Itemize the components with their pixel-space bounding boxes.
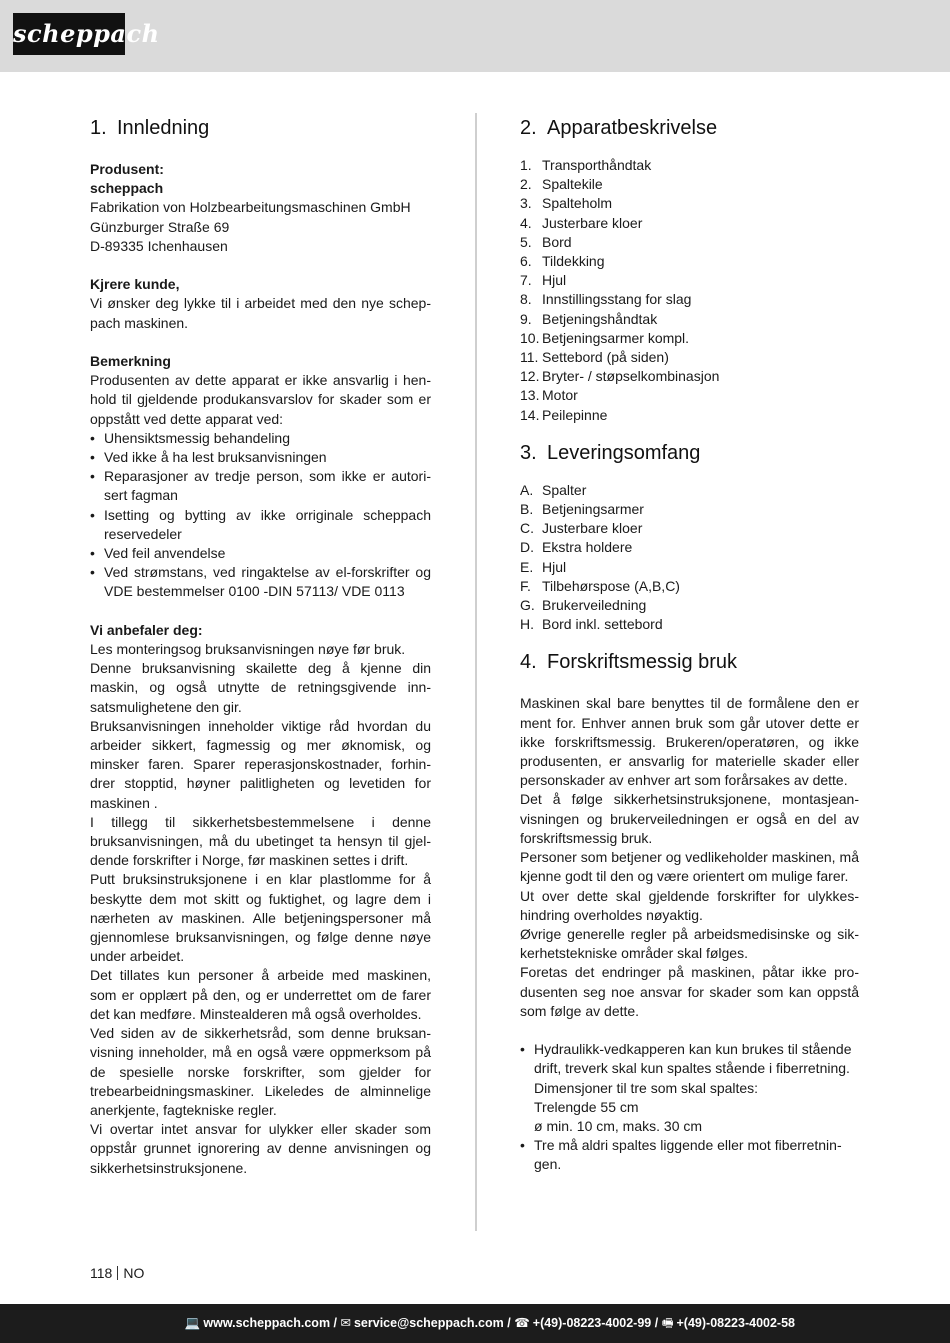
delivery-list-item: F. Tilbehørspose (A,B,C)	[520, 577, 680, 594]
delivery-list-item: E. Hjul	[520, 558, 567, 575]
parts-list-item: 1. Transporthåndtak	[520, 157, 652, 173]
computer-icon: 💻	[184, 1316, 201, 1330]
fax-icon: 🖷	[661, 1316, 674, 1330]
parts-list	[520, 156, 859, 425]
remark-bullet: • Ved feil anvendelse	[90, 544, 431, 563]
parts-list-item: 3. Spalteholm	[520, 195, 613, 212]
section-2-heading	[520, 116, 859, 140]
recommend-paragraph: Denne bruksanvisning skailette deg å kjenne din maskin, og også utnytte de retningsgivende inn-satsmulighetene den gir.	[90, 660, 431, 715]
remark-label: Bemerkning	[90, 353, 171, 369]
delivery-list-item: C. Justerbare kloer	[520, 520, 643, 537]
parts-list-item: 6. Tildekking	[520, 253, 605, 270]
producer-name: scheppach	[90, 180, 164, 197]
page-number	[90, 1265, 144, 1282]
footer-fax: +(49)-08223-4002-58	[676, 1316, 795, 1330]
usage-bullet	[520, 1040, 859, 1136]
delivery-list-item: D. Ekstra holdere	[520, 539, 633, 556]
section-2-title: Apparatbeskrivelse	[547, 117, 718, 139]
recommend-paragraph: Ved siden av de sikkerhetsråd, som denne bruksan-visning inneholder, må en også være oppmerksom på de spesielle norske forskrifter, som gjelder for trebearbeidningsmaskiner. Likeledes de alminnelige anerkjente, fagtekniske regler.	[90, 1025, 431, 1118]
usage-paragraph: Det å følge sikkerhetsinstruksjonene, montasjean-visningen og brukerveiledningen er også en del av forskriftsmessig bruk.	[520, 791, 859, 846]
remark-bullets	[90, 429, 431, 602]
footer-bar	[0, 1304, 950, 1343]
recommend-first: Les monteringsog bruksanvisningen nøye før bruk.	[90, 641, 406, 658]
left-column	[90, 116, 431, 1178]
parts-list-item: 5. Bord	[520, 233, 572, 250]
remark-bullet: • Reparasjoner av tredje person, som ikke er autori-sert fagman	[90, 467, 431, 505]
usage-bullet-sub: Dimensjoner til tre som skal spaltes:	[534, 1079, 759, 1096]
recommend-paragraph: Putt bruksinstruksjonene i en klar plastlomme for å beskytte dem mot skitt og fuktighet, og lagre dem i nærheten av maskinen. Alle betjeningspersoner må gjennomlese bruksanvisningen, og følge denne nøye under arbeidet.	[90, 871, 431, 965]
recommend-paragraph: Vi overtar intet ansvar for ulykker eller skader som oppstår grunnet ignorering av denne anvisningen og sikkerhetsinstruksjonene.	[90, 1121, 431, 1176]
dear-customer-label: Kjrere kunde,	[90, 276, 180, 293]
usage-paragraph: Personer som betjener og vedlikeholder maskinen, må kjenne godt til den og være orientert om mulige farer.	[520, 849, 859, 885]
section-3-heading	[520, 441, 859, 465]
parts-list-item: 11. Settebord (på siden)	[520, 349, 669, 366]
remark-bullet: • Ved ikke å ha lest bruksanvisningen	[90, 448, 431, 467]
dear-customer-text: Vi ønsker deg lykke til i arbeidet med den nye schep-pach maskinen.	[90, 295, 431, 331]
parts-list-item: 14. Peilepinne	[520, 406, 608, 423]
parts-list-item: 12. Bryter- / støpselkombinasjon	[520, 368, 720, 385]
remark-bullet: • Ved strømstans, ved ringaktelse av el-forskrifter og VDE bestemmelser 0100 -DIN 57113/ VDE 0113	[90, 563, 431, 601]
section-4-title: Forskriftsmessig bruk	[547, 651, 738, 674]
producer-line: D-89335 Ichenhausen	[90, 237, 228, 254]
delivery-list-item: A. Spalter	[520, 481, 587, 498]
page-language: NO	[123, 1265, 145, 1281]
remark-bullet: • Isetting og bytting av ikke orriginale scheppach reservedeler	[90, 506, 431, 544]
usage-bullet-text: • Hydraulikk-vedkapperen kan kun brukes til stående drift, treverk skal kun spaltes stående i fiberretning.	[534, 1041, 852, 1077]
usage-bullet-sub: ø min. 10 cm, maks. 30 cm	[534, 1117, 703, 1134]
parts-list-item: 7. Hjul	[520, 272, 567, 289]
usage-bullets	[520, 1040, 859, 1174]
delivery-list-item: H. Bord inkl. settebord	[520, 616, 663, 633]
section-4-heading	[520, 650, 859, 674]
recommend-paragraph: Bruksanvisningen inneholder viktige råd hvordan du arbeider sikkert, fagmessig og mer øknomisk, og minsker faren. Sparer reperasjonskostnader, forhin-drer stopptid, høyner palitligheten og levetiden for maskinen .	[90, 717, 431, 811]
phone-icon: ☎	[514, 1316, 530, 1330]
email-icon: ✉	[340, 1316, 351, 1330]
section-4-number: 4.	[520, 651, 537, 674]
recommend-paragraph: Det tillates kun personer å arbeide med maskinen, som er opplært på den, og er underrettet om de farer det kan medføre. Minstealderen må også overholdes.	[90, 967, 431, 1022]
parts-list-item: 2. Spaltekile	[520, 176, 603, 193]
usage-paragraph: Øvrige generelle regler på arbeidsmedisinske og sik-kerhetstekniske områder skal følges.	[520, 925, 859, 962]
usage-bullet-sub: Trelengde 55 cm	[534, 1098, 639, 1115]
parts-list-item: 8. Innstillingsstang for slag	[520, 291, 692, 308]
section-1-number: 1.	[90, 117, 107, 139]
parts-list-item: 4. Justerbare kloer	[520, 214, 643, 231]
footer-website[interactable]: www.scheppach.com /	[203, 1316, 338, 1330]
recommend-paragraph: I tillegg til sikkerhetsbestemmelsene i denne bruksanvisningen, må du ubetinget ta hensyn til gjel-dende forskrifter i Norge, før maskinen settes i drift.	[90, 813, 431, 869]
section-1-title: Innledning	[117, 117, 210, 139]
parts-list-item: 13. Motor	[520, 387, 578, 404]
footer-phone: +(49)-08223-4002-99 /	[532, 1316, 659, 1330]
section-1-heading	[90, 116, 431, 140]
section-2-number: 2.	[520, 117, 537, 139]
delivery-list	[520, 481, 859, 635]
remark-bullet: • Uhensiktsmessig behandeling	[90, 429, 431, 448]
footer-email[interactable]: service@scheppach.com /	[353, 1316, 511, 1330]
delivery-list-item: G. Brukerveiledning	[520, 597, 647, 614]
producer-line: Günzburger Straße 69	[90, 218, 230, 235]
recommend-label: Vi anbefaler deg:	[90, 621, 203, 638]
delivery-list-item: B. Betjeningsarmer	[520, 501, 644, 518]
usage-bullet: • Tre må aldri spaltes liggende eller mot fiberretnin-gen.	[520, 1136, 859, 1174]
usage-paragraph: Maskinen skal bare benyttes til de formålene den er ment for. Enhver annen bruk som går utover dette er ikke forskriftsmessig. Brukeren/operatøren, og ikke produsenten, er ansvarlig for materielle skader eller personskader av enhver art som forårsakes av dette.	[520, 695, 859, 789]
remark-text: Produsenten av dette apparat er ikke ansvarlig i hen-hold til gjeldende produkansvarslov for skader som er oppstått ved dette apparat ved:	[90, 372, 431, 427]
producer-line: Fabrikation von Holzbearbeitungsmaschinen GmbH	[90, 199, 411, 216]
header-band	[0, 0, 950, 72]
producer-label: Produsent:	[90, 161, 164, 177]
section-3-title: Leveringsomfang	[547, 441, 701, 464]
parts-list-item: 10. Betjeningsarmer kompl.	[520, 329, 690, 346]
column-divider	[475, 113, 477, 1231]
scheppach-logo: scheppach	[13, 13, 125, 55]
usage-paragraph: Ut over dette skal gjeldende forskrifter for ulykkes-hindring overholdes nøyaktig.	[520, 887, 859, 923]
section-3-number: 3.	[520, 441, 537, 464]
usage-paragraph: Foretas det endringer på maskinen, påtar ikke pro-dusenten seg noe ansvar for skader som kan oppstå som følge av dette.	[520, 964, 859, 1019]
right-column	[520, 116, 859, 1175]
page-number-value: 118	[90, 1265, 113, 1281]
parts-list-item: 9. Betjeningshåndtak	[520, 310, 658, 327]
